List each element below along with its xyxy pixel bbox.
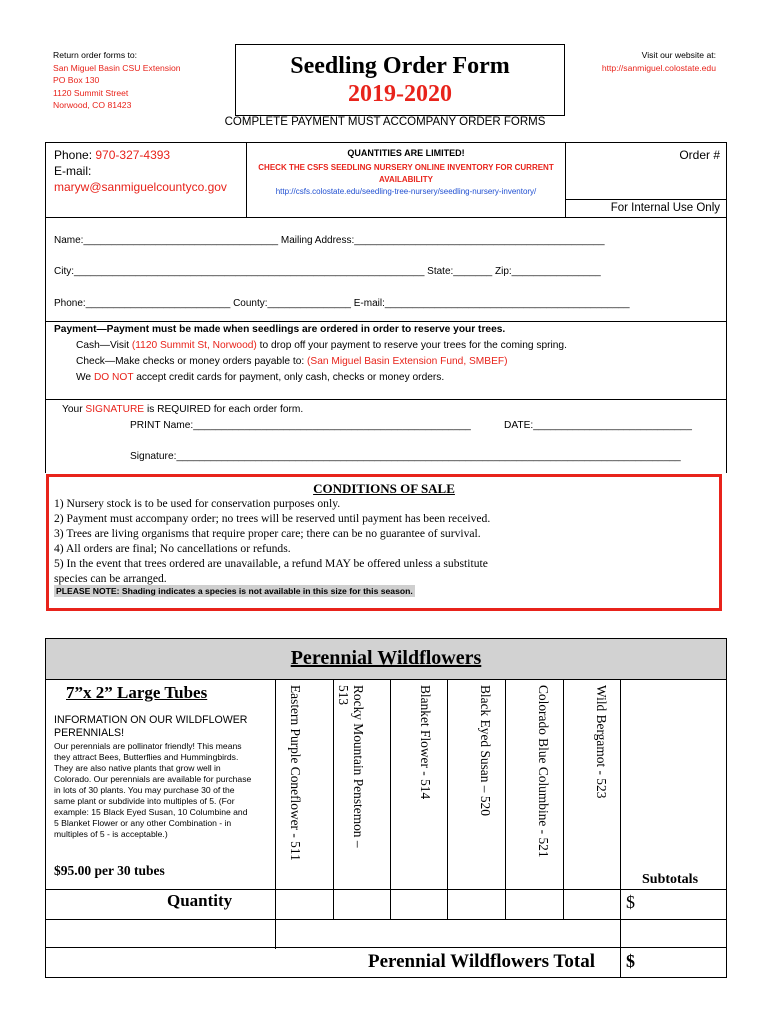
row-divider — [46, 947, 726, 948]
info-text: Our perennials are pollinator friendly! This means they attract Bees, Butterflies and Hummingbirds. They are also native plants that grow well in Colorado. Our perennials are available for purchase in lots of 30 plants. You may purchase 30 of the same plant or subdivide into multiples of 5. (For example: 15 Black Eyed Susan, 10 Columbine and 5 Blanket Flower or any other Combination - in multiples of 5 - is acceptable.) — [54, 741, 252, 839]
title-box — [235, 44, 565, 116]
info-title: INFORMATION ON OUR WILDFLOWER PERENNIALS! — [54, 714, 248, 739]
visit-label: Visit our website at: — [641, 50, 716, 60]
shading-note: PLEASE NOTE: Shading indicates a species is not available in this size for this season. — [56, 586, 413, 596]
species-header: Eastern Purple Coneflower - 511 — [288, 685, 303, 861]
quantity-cell[interactable] — [334, 890, 389, 919]
contact-info — [54, 147, 227, 195]
total-label: Perennial Wildflowers Total — [368, 951, 595, 972]
order-number-label: Order # — [679, 148, 720, 162]
return-address — [53, 49, 181, 112]
species-header: Blanket Flower - 514 — [418, 685, 433, 800]
website-block — [602, 49, 716, 74]
condition-item: species can be arranged. — [54, 572, 167, 585]
size-label: 7”x 2” Large Tubes — [66, 683, 208, 702]
date-field[interactable]: DATE:____________________________ — [504, 420, 692, 431]
perennial-info — [54, 714, 254, 840]
column-divider — [505, 679, 506, 919]
customer-fields — [45, 217, 727, 322]
column-divider — [390, 679, 391, 919]
name-address-field[interactable]: Name:___________________________________ Mailing Address:_____________________________________________ — [54, 235, 605, 246]
species-header: Colorado Blue Columbine - 521 — [536, 685, 551, 858]
wildflower-table — [45, 638, 727, 978]
total-dollar[interactable]: $ — [626, 951, 635, 971]
contact-box — [45, 142, 727, 218]
row-divider — [46, 919, 726, 920]
quantity-cell[interactable] — [506, 890, 562, 919]
limited-heading: QUANTITIES ARE LIMITED! — [347, 148, 465, 158]
inventory-notice — [246, 143, 566, 217]
subtotal-dollar[interactable]: $ — [626, 892, 635, 912]
price-label: $95.00 per 30 tubes — [54, 863, 165, 878]
check-inventory-text: CHECK THE CSFS SEEDLING NURSERY ONLINE INVENTORY FOR CURRENT AVAILABILITY — [258, 163, 554, 184]
phone-number: 970-327-4393 — [95, 148, 171, 162]
quantity-label: Quantity — [167, 891, 233, 910]
phone-county-email-field[interactable]: Phone:__________________________ County:_______________ E-mail:____________________________________________ — [54, 298, 630, 309]
signature-section — [45, 399, 727, 473]
column-divider — [447, 679, 448, 919]
quantity-cell[interactable] — [564, 890, 619, 919]
payment-notice: COMPLETE PAYMENT MUST ACCOMPANY ORDER FORMS — [224, 116, 546, 128]
quantity-cell[interactable] — [276, 890, 332, 919]
quantity-cell[interactable] — [391, 890, 446, 919]
quantity-cell[interactable] — [448, 890, 504, 919]
phone-label: Phone: — [54, 148, 96, 162]
payment-heading: Payment—Payment must be made when seedlings are ordered in order to reserve your trees. — [54, 324, 506, 335]
condition-item: 3) Trees are living organisms that require proper care; there can be no guarantee of survival. — [54, 527, 481, 540]
column-divider — [620, 679, 621, 977]
internal-use-label: For Internal Use Only — [566, 199, 726, 216]
email-address[interactable]: maryw@sanmiguelcountyco.gov — [54, 180, 227, 194]
payment-cash: Cash—Visit (1120 Summit St, Norwood) to drop off your payment to reserve your trees for the coming spring. — [76, 340, 567, 351]
subtotals-label: Subtotals — [642, 872, 699, 887]
page-title: Seedling Order Form — [290, 53, 510, 79]
inventory-link[interactable]: http://csfs.colostate.edu/seedling-tree-nursery/seedling-nursery-inventory/ — [275, 187, 537, 196]
return-line: San Miguel Basin CSU Extension — [53, 62, 181, 73]
conditions-of-sale — [46, 474, 722, 611]
email-label: E-mail: — [54, 164, 92, 178]
payment-section — [45, 321, 727, 400]
return-line: PO Box 130 — [53, 75, 100, 86]
species-header: Black Eyed Susan – 520 — [478, 685, 493, 816]
website-link[interactable]: http://sanmiguel.colostate.edu — [601, 62, 716, 73]
return-label: Return order forms to: — [53, 50, 138, 60]
print-name-field[interactable]: PRINT Name:_________________________________________________ — [130, 420, 471, 431]
column-divider — [563, 679, 564, 919]
signature-required: Your SIGNATURE is REQUIRED for each order form. — [62, 404, 304, 415]
condition-item: 1) Nursery stock is to be used for conservation purposes only. — [54, 497, 341, 510]
condition-item: 2) Payment must accompany order; no trees will be reserved until payment has been received. — [54, 512, 491, 525]
condition-item: 4) All orders are final; No cancellations or refunds. — [54, 542, 291, 555]
return-line: 1120 Summit Street — [53, 87, 129, 98]
payment-check: Check—Make checks or money orders payable to: (San Miguel Basin Extension Fund, SMBEF) — [76, 356, 508, 367]
table-title: Perennial Wildflowers — [290, 647, 482, 669]
condition-item: 5) In the event that trees ordered are unavailable, a refund MAY be offered unless a substitute — [54, 557, 488, 570]
table-header — [46, 639, 726, 680]
species-header: Wild Bergamot - 523 — [594, 685, 609, 799]
return-line: Norwood, CO 81423 — [53, 100, 132, 111]
city-state-zip-field[interactable]: City:_______________________________________________________________ State:_______ Zip:________________ — [54, 266, 601, 277]
signature-field[interactable]: Signature:_________________________________________________________________________________________ — [130, 451, 681, 462]
season-year: 2019-2020 — [348, 81, 452, 107]
species-header: Rocky Mountain Penstemon – 513 — [336, 685, 366, 848]
column-divider — [333, 679, 334, 919]
conditions-heading: CONDITIONS OF SALE — [313, 481, 455, 496]
payment-credit: We DO NOT accept credit cards for payment, only cash, checks or money orders. — [76, 372, 445, 383]
